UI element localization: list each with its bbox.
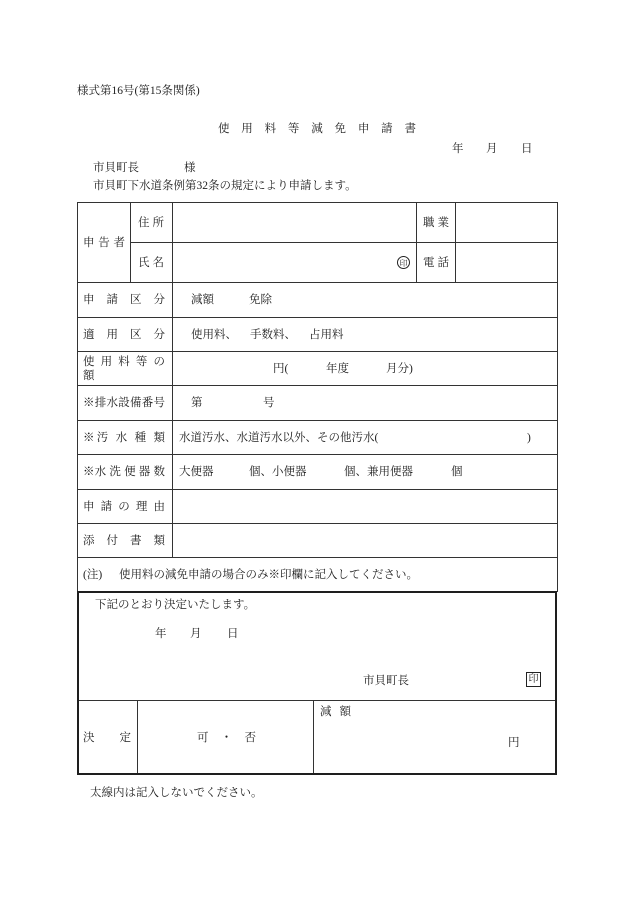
attachments-value-cell: [173, 524, 558, 558]
date-month: 月: [486, 143, 498, 155]
sewage-type-text: 水道汚水、水道汚水以外、その他汚水(: [179, 431, 379, 444]
applicant-label-cell: [78, 203, 131, 283]
reason-row: [78, 490, 558, 524]
application-form-table: [77, 202, 558, 592]
toilet-count-label: ※水 洗 便 器 数: [83, 466, 165, 478]
note-mark: (注): [83, 568, 103, 581]
name-label: 氏 名: [138, 256, 164, 269]
seal-circle-mark: 印: [397, 256, 410, 269]
phone-label: 電 話: [423, 256, 449, 269]
decision-column-line-1: [137, 700, 138, 773]
applicable-type-row: [78, 318, 558, 352]
drainage-number-row: [78, 386, 558, 421]
date-year: 年: [452, 143, 464, 155]
decision-box: [77, 591, 557, 775]
toilet-shared: 個、兼用便器: [344, 466, 413, 478]
applicant-label: 申 告 者: [83, 236, 125, 249]
sewage-type-label: ※汚 水 種 類: [83, 431, 165, 444]
option-usage-fee: 使用料、: [191, 328, 237, 341]
decision-result: 可 ・ 否: [197, 732, 256, 744]
form-title: 使 用 料 等 減 免 申 請 書: [218, 123, 416, 135]
sewage-type-row: [78, 421, 558, 455]
application-type-label: 申 請 区 分: [83, 294, 165, 306]
occupation-value-cell: [456, 203, 558, 243]
applicant-name-row: [78, 243, 558, 283]
decision-statement: 下記のとおり決定いたします。: [95, 599, 256, 611]
decision-label: 決 定: [83, 732, 131, 744]
decision-column-line-2: [313, 700, 314, 773]
date-day: 日: [521, 143, 533, 155]
reason-label: 申 請 の 理 由: [83, 500, 165, 513]
seal-square-mark: 印: [526, 672, 541, 687]
drainage-prefix: 第: [191, 397, 203, 409]
footer-note: 太線内は記入しないでください。: [90, 787, 263, 799]
fee-amount-row: [78, 352, 558, 386]
note-row: [78, 558, 558, 592]
option-exemption: 免除: [249, 294, 272, 306]
fee-amount-label: 使 用 料 等 の 額: [83, 355, 165, 382]
address-value-cell: [173, 203, 417, 243]
option-handling-fee: 手数料、: [250, 328, 296, 341]
occupation-label-cell: [417, 203, 456, 243]
name-label-cell: [131, 243, 173, 283]
reason-value-cell: [173, 490, 558, 524]
reduction-label: 減 額: [320, 706, 351, 718]
option-reduction: 減額: [191, 294, 214, 306]
occupation-label: 職 業: [423, 216, 449, 229]
drainage-number-label: ※排水設備番号: [83, 397, 165, 409]
decision-date-year: 年: [155, 628, 167, 640]
toilet-count-row: [78, 455, 558, 490]
applicable-type-label: 適 用 区 分: [83, 328, 165, 341]
sewage-type-close: ): [527, 431, 531, 444]
name-value-cell: [173, 243, 417, 283]
application-type-row: [78, 283, 558, 318]
addressee-name: 市貝町長: [93, 162, 139, 174]
addressee-honorific: 様: [184, 162, 196, 174]
toilet-small: 個、小便器: [249, 466, 307, 478]
toilet-unit: 個: [451, 466, 463, 478]
decision-mayor: 市貝町長: [363, 675, 409, 687]
phone-value-cell: [456, 243, 558, 283]
note-text: 使用料の減免申請の場合のみ※印欄に記入してください。: [119, 568, 418, 581]
attachments-label: 添 付 書 類: [83, 534, 165, 547]
intro-text: 市貝町下水道条例第32条の規定により申請します。: [93, 180, 357, 192]
form-number: 様式第16号(第15条関係): [77, 85, 200, 97]
reduction-yen: 円: [508, 737, 520, 749]
fee-yen: 円(: [273, 362, 289, 375]
option-occupancy-fee: 占用料: [309, 328, 344, 341]
decision-divider: [79, 700, 555, 701]
fee-fiscal-year: 年度: [326, 362, 349, 375]
attachments-row: [78, 524, 558, 558]
drainage-suffix: 号: [263, 397, 275, 409]
phone-label-cell: [417, 243, 456, 283]
applicant-address-row: [78, 203, 558, 243]
address-label-cell: [131, 203, 173, 243]
decision-date-day: 日: [227, 628, 239, 640]
decision-date-month: 月: [190, 628, 202, 640]
toilet-large: 大便器: [179, 466, 214, 478]
address-label: 住 所: [138, 216, 164, 229]
fee-month-portion: 月分): [386, 362, 413, 375]
